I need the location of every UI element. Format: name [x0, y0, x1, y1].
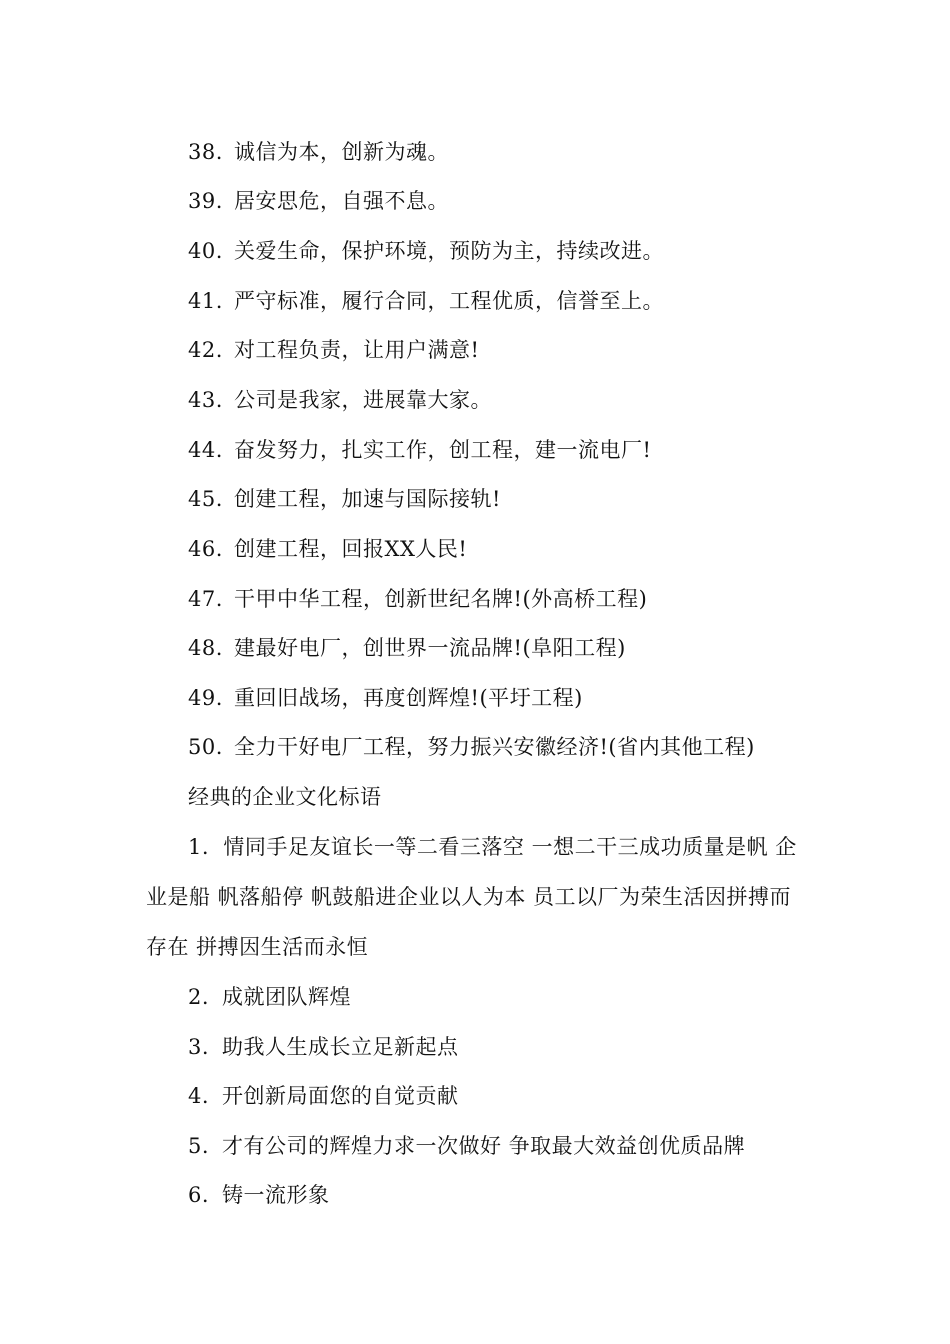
- slogan-number: 42.: [188, 338, 223, 362]
- slogan-text: 重回旧战场，再度创辉煌!(平圩工程): [234, 686, 583, 710]
- slogan-text: 严守标准，履行合同，工程优质，信誉至上。: [234, 289, 664, 313]
- slogan-item: [188, 683, 583, 713]
- slogan-text: 对工程负责，让用户满意!: [234, 338, 480, 362]
- slogan-item: [188, 1131, 745, 1161]
- slogan-number: 4.: [188, 1084, 210, 1108]
- slogan-text: 才有公司的辉煌力求一次做好 争取最大效益创优质品牌: [222, 1134, 746, 1158]
- slogan-item: [188, 335, 479, 365]
- section-heading: 经典的企业文化标语: [188, 785, 382, 809]
- slogan-text: 建最好电厂，创世界一流品牌!(阜阳工程): [234, 636, 626, 660]
- slogan-number: 38.: [188, 140, 223, 164]
- slogan-text: 居安思危，自强不息。: [234, 189, 449, 213]
- slogan-number: 45.: [188, 487, 223, 511]
- slogan-text: 铸一流形象: [222, 1183, 330, 1207]
- slogan-number: 50.: [188, 735, 223, 759]
- slogan-number: 5.: [188, 1134, 210, 1158]
- slogan-number: 3.: [188, 1035, 210, 1059]
- slogan-number: 39.: [188, 189, 223, 213]
- slogan-item: [188, 286, 664, 316]
- slogan-number: 49.: [188, 686, 223, 710]
- slogan-item: [188, 1032, 459, 1062]
- slogan-number: 6.: [188, 1183, 210, 1207]
- slogan-number: 1.: [188, 835, 210, 859]
- slogan-item: [188, 584, 647, 614]
- slogan-item: [188, 435, 651, 465]
- slogan-number: 2.: [188, 985, 210, 1009]
- slogan-text: 全力干好电厂工程，努力振兴安徽经济!(省内其他工程): [234, 735, 755, 759]
- slogan-text: 助我人生成长立足新起点: [222, 1035, 459, 1059]
- slogan-item: [188, 1180, 330, 1210]
- slogan-item: [188, 137, 449, 167]
- slogan-text: 奋发努力，扎实工作，创工程，建一流电厂!: [234, 438, 652, 462]
- slogan-item: [188, 534, 467, 564]
- slogan-text: 创建工程，回报XX人民!: [234, 537, 468, 561]
- slogan-text: 干甲中华工程，创新世纪名牌!(外高桥工程): [234, 587, 648, 611]
- slogan-text: 情同手足友谊长一等二看三落空 一想二干三成功质量是帆 企业是船 帆落船停 帆鼓船进企业以人为本 员工以厂为荣生活因拼搏而存在 拼搏因生活而永恒: [146, 835, 797, 959]
- slogan-text: 开创新局面您的自觉贡献: [222, 1084, 459, 1108]
- slogan-item: [188, 186, 449, 216]
- slogan-text: 关爱生命，保护环境，预防为主，持续改进。: [234, 239, 664, 263]
- slogan-number: 46.: [188, 537, 223, 561]
- slogan-item: [188, 1081, 459, 1111]
- slogan-number: 48.: [188, 636, 223, 660]
- slogan-number: 43.: [188, 388, 223, 412]
- slogan-item: [188, 633, 626, 663]
- slogan-text: 创建工程，加速与国际接轨!: [234, 487, 501, 511]
- slogan-number: 40.: [188, 239, 223, 263]
- slogan-text: 成就团队辉煌: [222, 985, 351, 1009]
- classic-slogan-paragraph: [146, 822, 810, 972]
- slogan-item: [188, 732, 755, 762]
- slogan-item: [188, 236, 664, 266]
- slogan-text: 公司是我家，进展靠大家。: [234, 388, 492, 412]
- slogan-item: [188, 484, 501, 514]
- slogan-item: [188, 385, 492, 415]
- slogan-item: [188, 982, 351, 1012]
- slogan-number: 44.: [188, 438, 223, 462]
- slogan-number: 47.: [188, 587, 223, 611]
- slogan-text: 诚信为本，创新为魂。: [234, 140, 449, 164]
- slogan-number: 41.: [188, 289, 223, 313]
